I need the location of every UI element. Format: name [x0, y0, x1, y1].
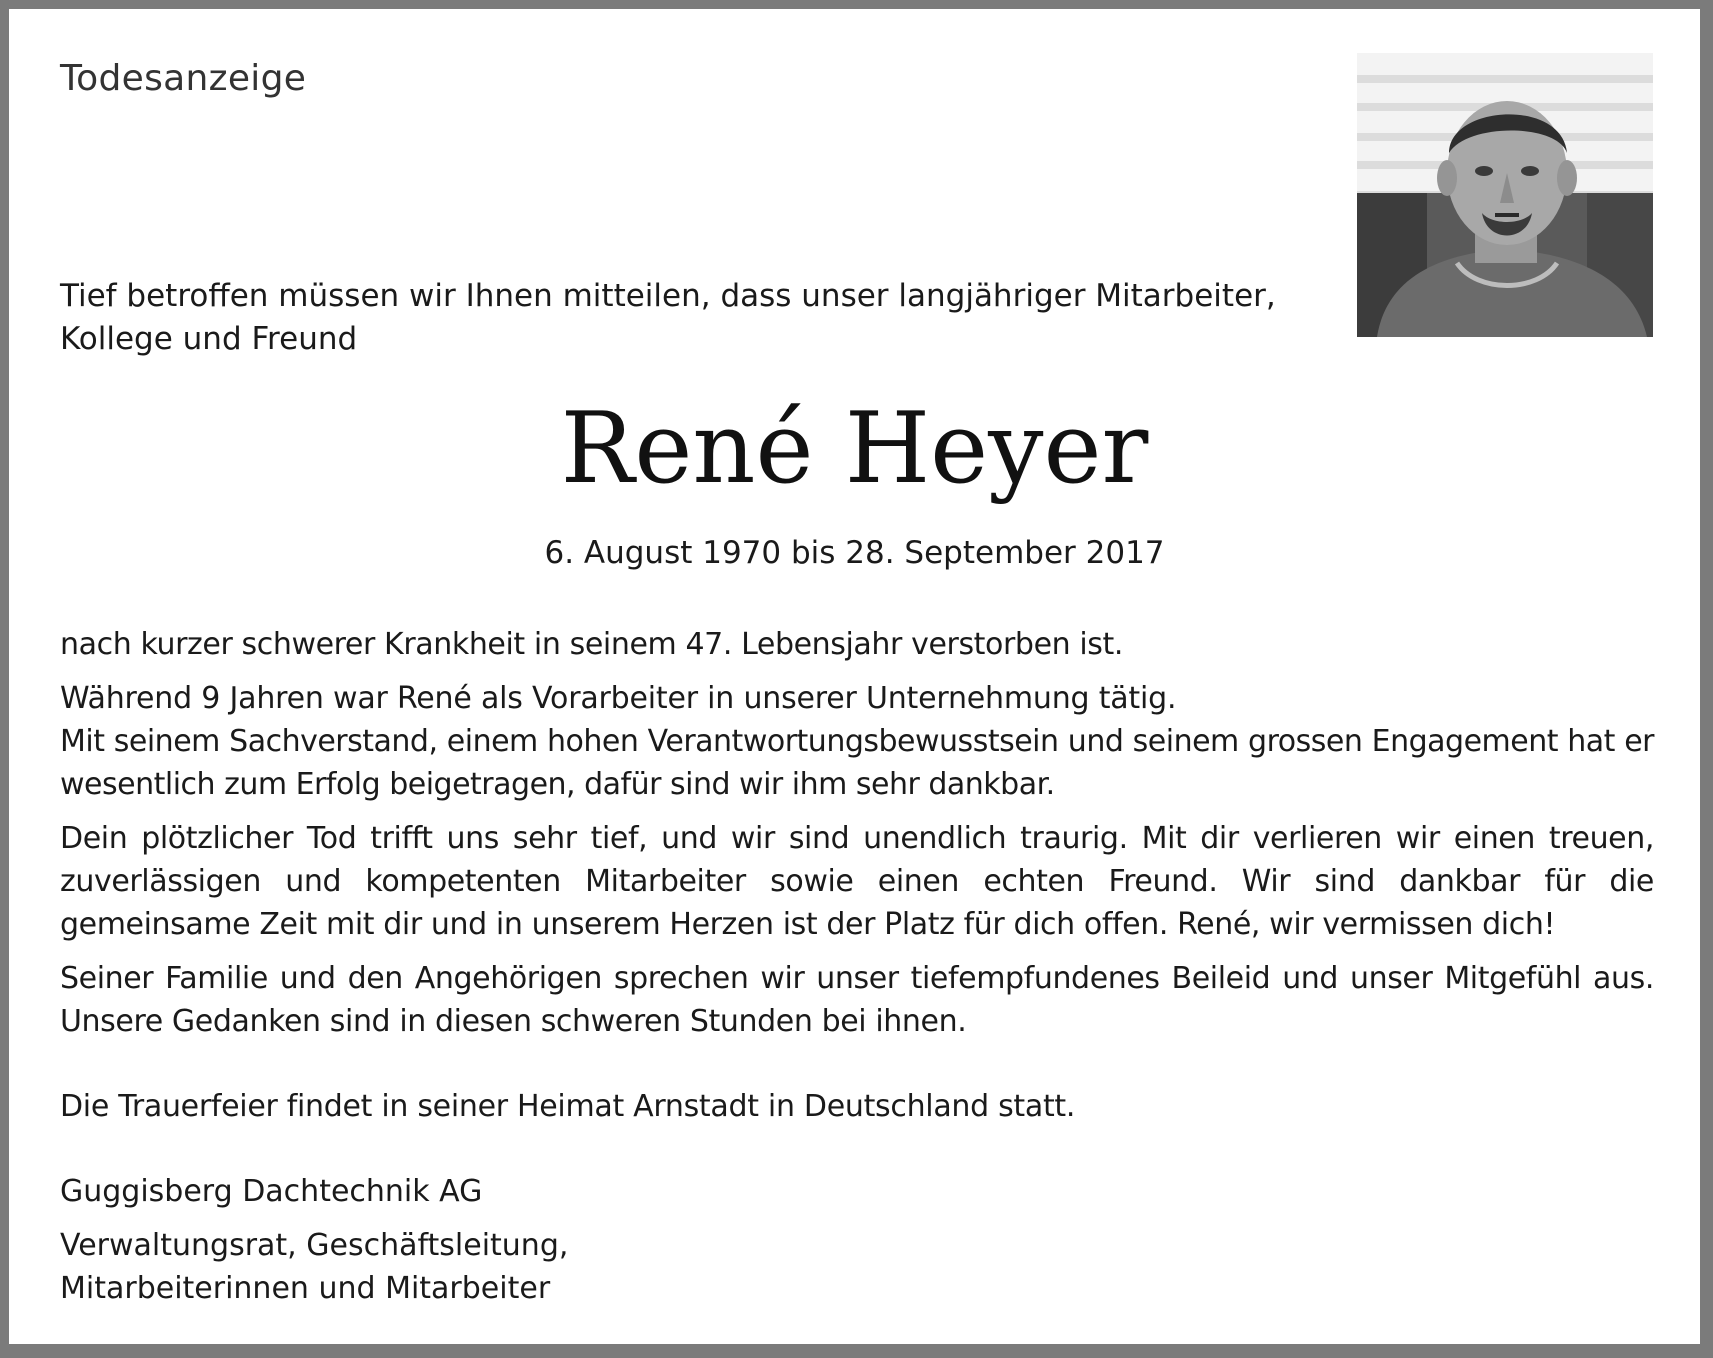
intro-text: Tief betroffen müssen wir Ihnen mitteilen, dass unser langjähriger Mitarbeiter, Kollege und Freund	[60, 278, 1276, 357]
life-dates: 6. August 1970 bis 28. September 2017	[544, 535, 1165, 571]
notice-body	[60, 623, 1654, 1310]
deceased-name: René Heyer	[560, 392, 1149, 506]
signature-company: Guggisberg Dachtechnik AG	[60, 1174, 483, 1209]
notice-heading: Todesanzeige	[60, 58, 307, 99]
paragraph: Dein plötzlicher Tod trifft uns sehr tief, und wir sind unendlich traurig. Mit dir verlieren wir einen treuen, zuverlässigen und kompetenten Mitarbeiter sowie einen echten Freund. Wir sind dankbar für die gemeinsame Zeit mit dir und in unserem Herzen ist der Platz für dich offen. René, wir vermissen dich!	[60, 821, 1654, 942]
signature-line: Verwaltungsrat, Geschäftsleitung,	[60, 1228, 569, 1263]
paragraph: Während 9 Jahren war René als Vorarbeiter in unserer Unternehmung tätig.	[60, 681, 1177, 716]
paragraph: Seiner Familie und den Angehörigen sprechen wir unser tiefempfundenes Beileid und unser Mitgefühl aus. Unsere Gedanken sind in diesen schweren Stunden bei ihnen.	[60, 961, 1654, 1039]
portrait-photo	[1357, 53, 1653, 337]
signature-line: Mitarbeiterinnen und Mitarbeiter	[60, 1271, 551, 1306]
paragraph: nach kurzer schwerer Krankheit in seinem 47. Lebensjahr verstorben ist.	[60, 627, 1124, 662]
paragraph: Mit seinem Sachverstand, einem hohen Verantwortungsbewusstsein und seinem grossen Engagement hat er wesentlich zum Erfolg beigetragen, dafür sind wir ihm sehr dankbar.	[60, 724, 1654, 802]
paragraph: Die Trauerfeier findet in seiner Heimat Arnstadt in Deutschland statt.	[60, 1089, 1076, 1124]
obituary-notice	[9, 9, 1700, 1344]
